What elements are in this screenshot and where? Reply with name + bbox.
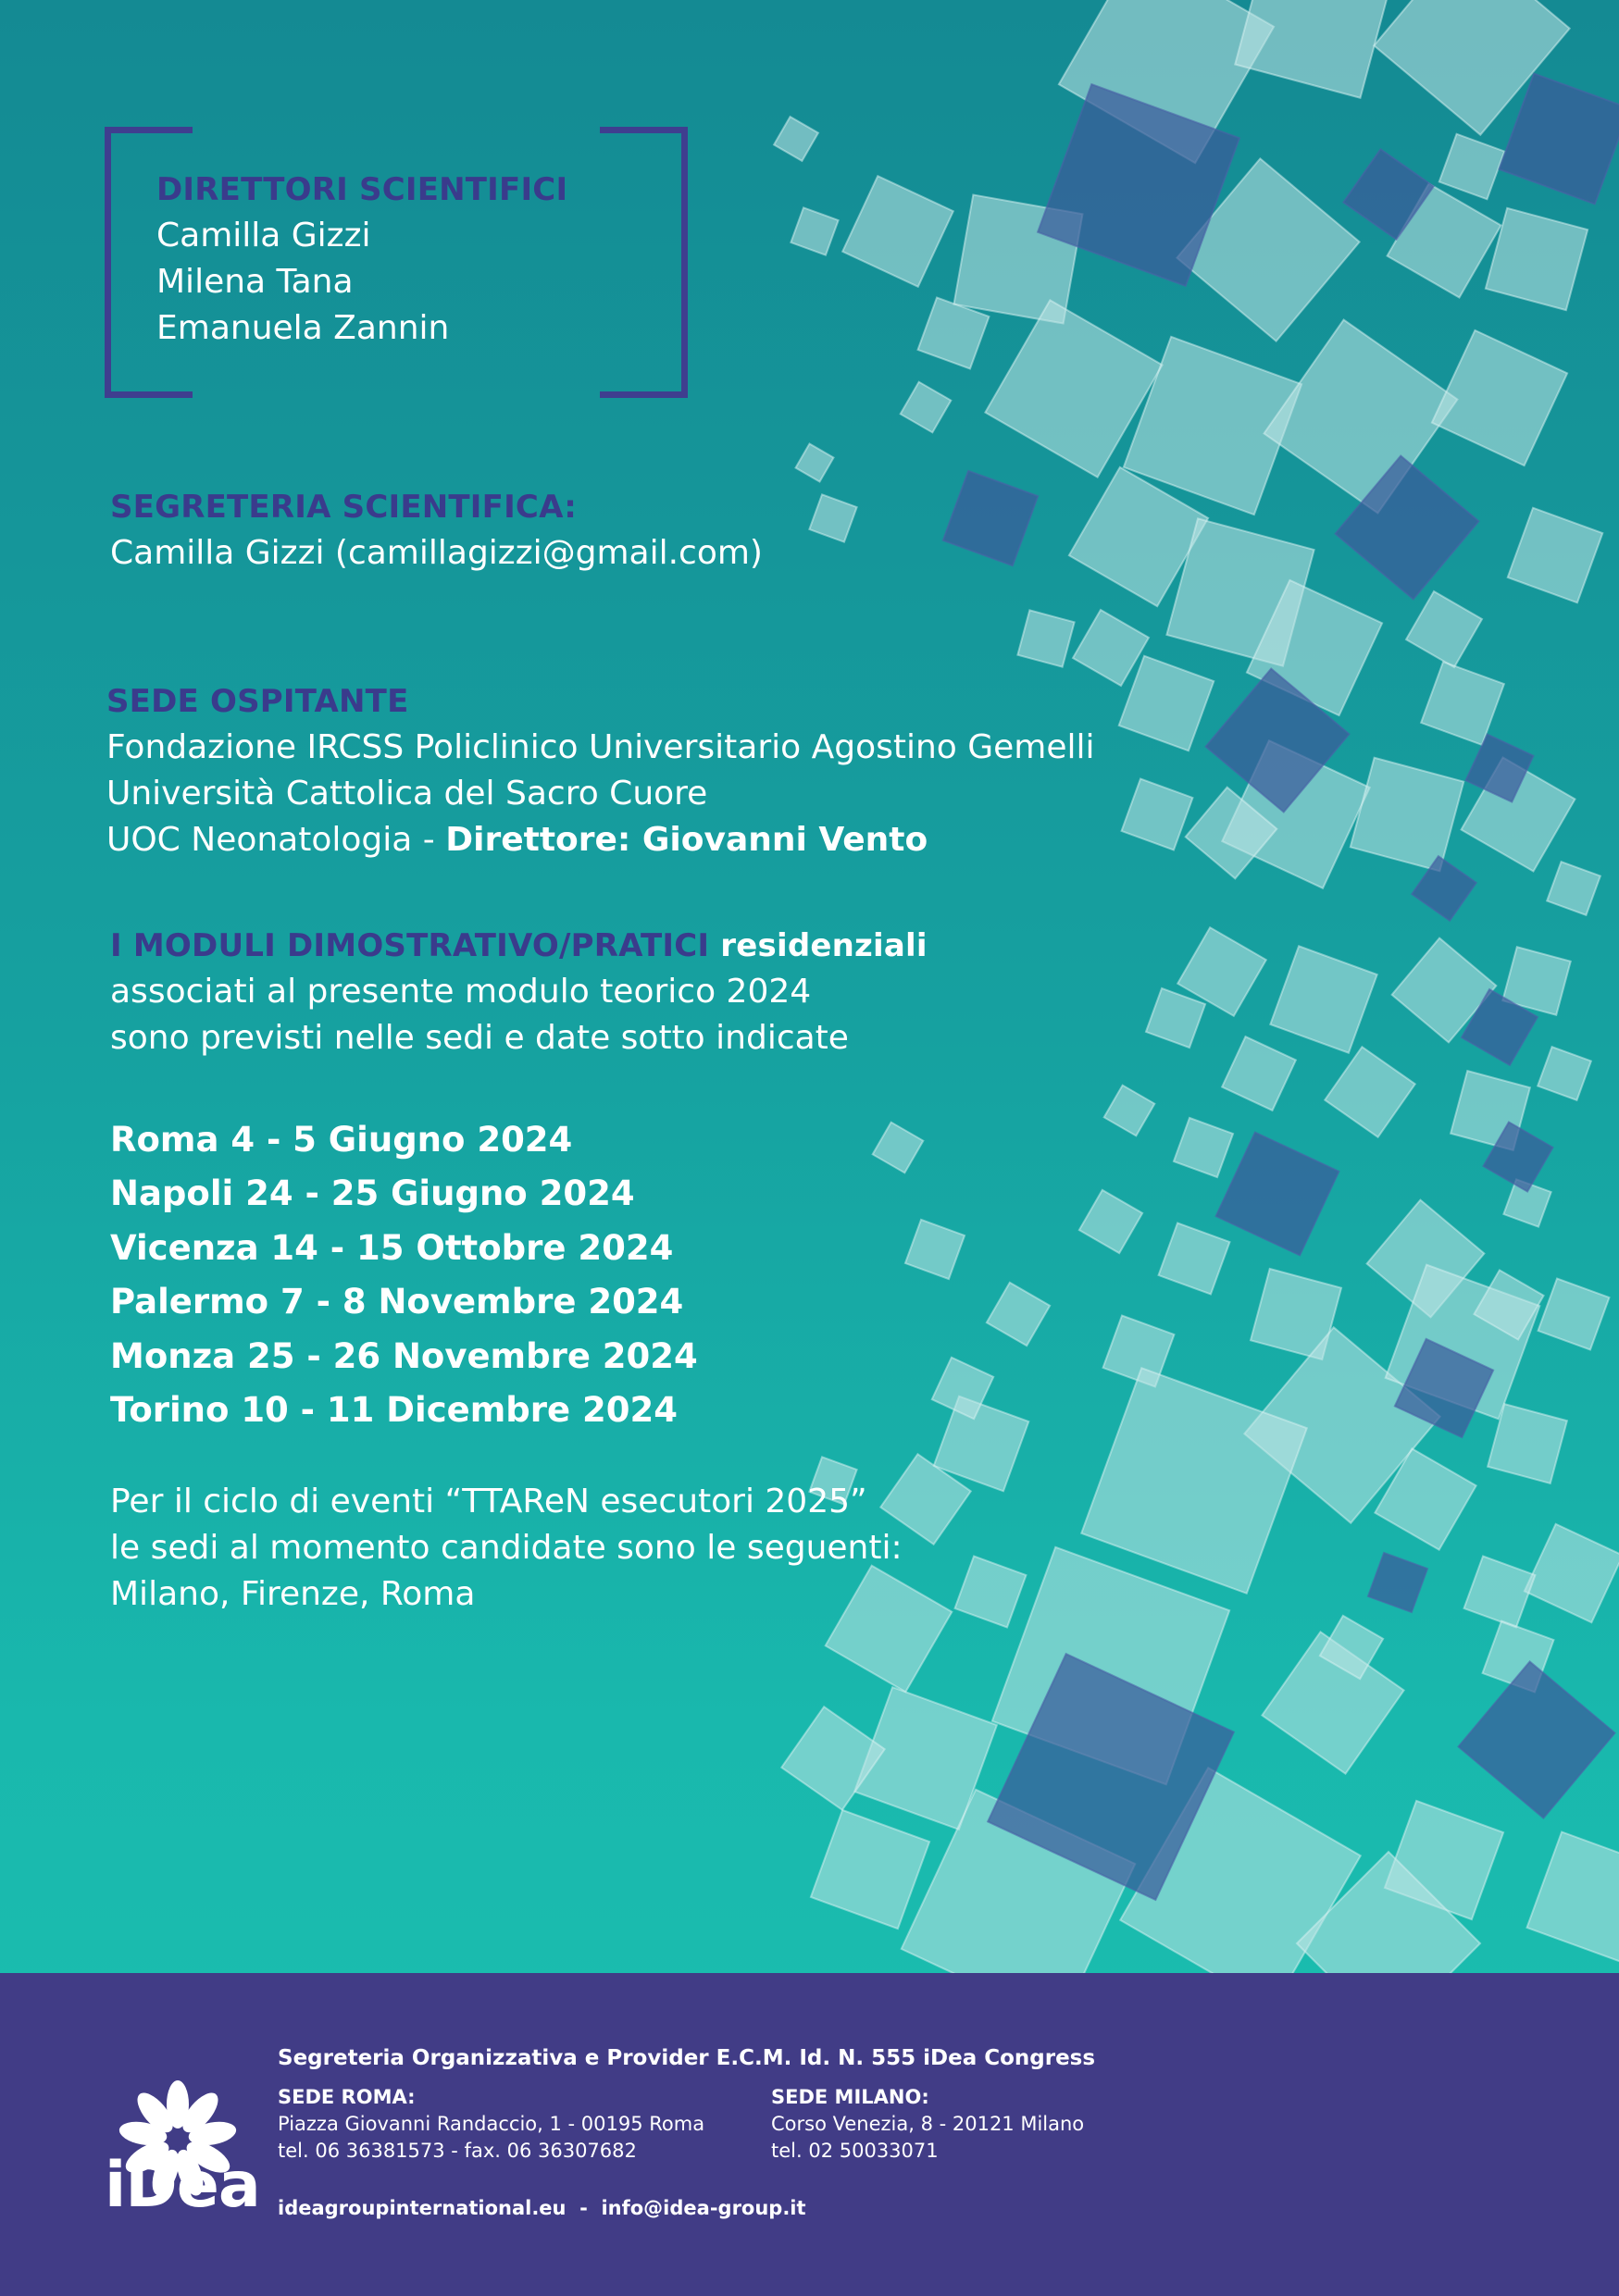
- decorative-square: [1368, 1553, 1427, 1612]
- decorative-square: [1538, 1047, 1591, 1100]
- footer-links[interactable]: ideagroupinternational.eu - info@idea-group.it: [278, 2197, 806, 2219]
- ciclo-line: Per il ciclo di eventi “TTAReN esecutori 2025”: [110, 1483, 867, 1520]
- decorative-square: [987, 1283, 1050, 1346]
- decorative-square: [842, 176, 953, 287]
- decorative-square: [1500, 74, 1619, 205]
- decorative-square: [1079, 1190, 1142, 1253]
- roma-heading: SEDE ROMA:: [278, 2086, 416, 2108]
- date-item: Torino 10 - 11 Dicembre 2024: [110, 1390, 678, 1431]
- director-name: Emanuela Zannin: [156, 309, 450, 347]
- idea-logo-wordmark: iDea: [105, 2149, 260, 2222]
- decorative-square: [1538, 1279, 1610, 1350]
- sede-director: Direttore: Giovanni Vento: [445, 821, 928, 859]
- decorative-square: [1146, 988, 1205, 1048]
- decorative-square: [1174, 1118, 1233, 1177]
- date-item: Palermo 7 - 8 Novembre 2024: [110, 1282, 684, 1322]
- milano-address: Corso Venezia, 8 - 20121 Milano: [771, 2113, 1085, 2135]
- footer-org: Segreteria Organizzativa e Provider E.C.M. Id. N. 555 iDea Congress: [278, 2046, 1096, 2070]
- decorative-square: [1406, 591, 1482, 667]
- decorative-square: [1486, 208, 1588, 310]
- moduli-heading-suffix: residenziali: [709, 927, 928, 964]
- directors-heading: DIRETTORI SCIENTIFICI: [156, 171, 568, 208]
- decorative-square: [1104, 1086, 1155, 1136]
- moduli-heading: I MODULI DIMOSTRATIVO/PRATICI: [110, 927, 710, 964]
- moduli-line: associati al presente modulo teorico 2024: [110, 973, 812, 1011]
- footer-sede-milano: [771, 2084, 1084, 2165]
- decorative-square: [955, 1557, 1027, 1628]
- decorative-square: [901, 382, 952, 433]
- sede-line: Università Cattolica del Sacro Cuore: [106, 775, 708, 813]
- decorative-square: [1017, 610, 1074, 666]
- decorative-square: [1325, 1047, 1414, 1136]
- decorative-square: [1439, 134, 1504, 199]
- decorative-square: [1222, 1036, 1296, 1111]
- decorative-square: [1508, 508, 1603, 603]
- ciclo-line: le sedi al momento candidate sono le seguenti:: [110, 1529, 903, 1567]
- decorative-square: [905, 1220, 965, 1279]
- decorative-square: [1159, 1223, 1230, 1295]
- sede-unit: UOC Neonatologia -: [106, 821, 446, 859]
- director-name: Milena Tana: [156, 263, 354, 301]
- milano-phone: tel. 02 50033071: [771, 2140, 939, 2162]
- decorative-square: [943, 471, 1039, 566]
- decorative-square: [1122, 779, 1193, 850]
- decorative-square: [1119, 656, 1214, 751]
- ciclo-line: Milano, Firenze, Roma: [110, 1575, 476, 1613]
- date-item: Napoli 24 - 25 Giugno 2024: [110, 1173, 635, 1214]
- moduli-line: sono previsti nelle sedi e date sotto indicate: [110, 1019, 849, 1057]
- director-name: Camilla Gizzi: [156, 217, 371, 254]
- milano-heading: SEDE MILANO:: [771, 2086, 929, 2108]
- dates-list: [110, 1113, 698, 1437]
- footer: [0, 1973, 1619, 2296]
- decorative-square: [1464, 1557, 1536, 1628]
- decorative-square: [1547, 862, 1600, 915]
- decorative-square: [873, 1123, 924, 1173]
- decorative-square: [774, 117, 818, 161]
- decorative-square: [791, 207, 838, 254]
- roma-address: Piazza Giovanni Randaccio, 1 - 00195 Roma: [278, 2113, 705, 2135]
- sede-heading: SEDE OSPITANTE: [106, 683, 409, 720]
- moduli-section: [110, 923, 928, 1061]
- segreteria-scientifica-section: [110, 484, 763, 577]
- date-item: Vicenza 14 - 15 Ottobre 2024: [110, 1227, 674, 1268]
- decorative-square: [1525, 1524, 1619, 1622]
- decorative-square: [1235, 0, 1393, 98]
- decorative-square: [1527, 1832, 1619, 1963]
- sede-line: Fondazione IRCSS Policlinico Universitario Agostino Gemelli: [106, 728, 1095, 766]
- footer-sede-roma: [278, 2084, 704, 2165]
- decorative-square: [1216, 1133, 1339, 1256]
- decorative-square: [1351, 758, 1463, 871]
- segreteria-contact: Camilla Gizzi (camillagizzi@gmail.com): [110, 534, 763, 572]
- decorative-square: [1458, 1661, 1614, 1818]
- decorative-square: [1270, 946, 1376, 1052]
- decorative-square: [1421, 662, 1504, 745]
- sede-ospitante-section: [106, 678, 1095, 863]
- decorative-square: [809, 494, 856, 541]
- decorative-square: [811, 1810, 929, 1929]
- ciclo-eventi-section: [110, 1479, 903, 1618]
- roma-phone: tel. 06 36381573 - fax. 06 36307682: [278, 2140, 637, 2162]
- decorative-square: [1432, 330, 1567, 465]
- date-item: Roma 4 - 5 Giugno 2024: [110, 1120, 573, 1160]
- sede-line: [106, 817, 1095, 863]
- directors-section: [156, 167, 567, 352]
- segreteria-heading: SEGRETERIA SCIENTIFICA:: [110, 489, 578, 526]
- date-item: Monza 25 - 26 Novembre 2024: [110, 1335, 698, 1376]
- decorative-square: [796, 444, 834, 482]
